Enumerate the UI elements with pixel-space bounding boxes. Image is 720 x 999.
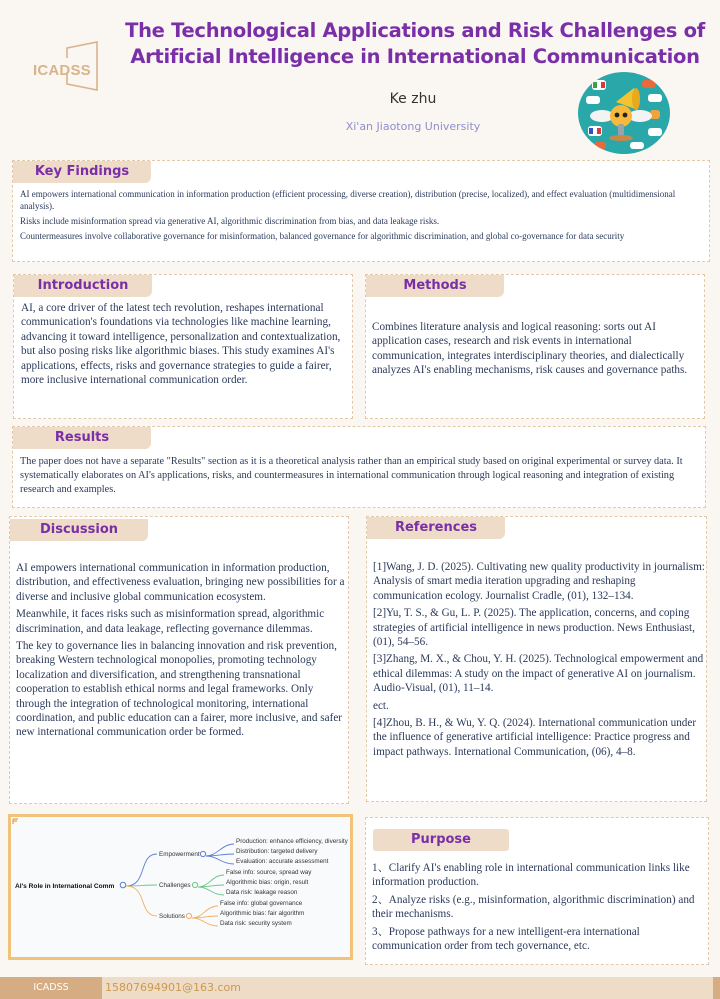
mindmap-branch-label: Empowerment xyxy=(159,851,200,858)
mindmap-branch-node xyxy=(186,913,191,918)
mindmap-leaf-label: Distribution: targeted delivery xyxy=(236,848,318,855)
mindmap-leaf-link xyxy=(206,856,234,864)
footer-bar xyxy=(0,977,720,999)
discussion-paragraph-1: AI empowers international communication in information production, distribution, and effectiveness evaluation, bringing new possibilities for a diverse and inclusive global communication ecosystem. xyxy=(16,562,345,603)
key-finding-3: Countermeasures involve collaborative governance for misinformation, balanced governance for algorithmic discrimination, and global co-governance for data security xyxy=(20,231,625,241)
mascot-megaphone-image xyxy=(578,72,670,154)
key-finding-2: Risks include misinformation spread via generative AI, algorithmic discrimination from bias, and data leakage risks. xyxy=(20,216,440,226)
purpose-list xyxy=(372,861,706,956)
mindmap-leaf-link xyxy=(192,918,218,926)
discussion-section xyxy=(9,516,349,804)
mindmap-branch-label: Challenges xyxy=(159,882,191,889)
purpose-item: 2、Analyze risks (e.g., misinformation, algorithmic discrimination) and their mechanisms. xyxy=(372,893,695,921)
introduction-text: AI, a core driver of the latest tech revolution, reshapes international communication's foundations via technologies like machine learning, advancing it toward intelligence, personalization and contextualization, but also posing risks like algorithmic biases. This study examines AI's applications, effects, risks and governance strategies to guide a fairer, more inclusive international communication order. xyxy=(21,302,341,387)
logo-text: ICADSS xyxy=(33,62,91,79)
mindmap-branch-node xyxy=(200,851,205,856)
mindmap-branch-label: Solutions xyxy=(159,913,185,920)
mindmap-leaf-label: Evaluation: accurate assessment xyxy=(236,858,329,865)
methods-text: Combines literature analysis and logical reasoning: sorts out AI application cases, research and risk events in international communication, integrates interdisciplinary theories, and dialectically analyzes AI's enabling mechanisms, risk causes and governance paths. xyxy=(372,321,688,377)
discussion-paragraph-3: The key to governance lies in balancing innovation and risk prevention, breaking Western technological monopolies, promoting technology localization and diversification, and strengthening transnational cooperation to establish ethical norms and legal frameworks. Only through the integration of technological monitoring, international coordination, and public education can a fairer, more inclusive, and safer new international communication order be formed. xyxy=(16,640,343,739)
references-section xyxy=(366,516,707,802)
purpose-section xyxy=(365,817,709,965)
title-line-1: The Technological Applications and Risk Challenges of xyxy=(125,19,705,42)
mindmap-branch-link xyxy=(126,854,157,886)
mindmap-leaf-label: Production: enhance efficiency, diversity xyxy=(236,838,348,845)
introduction-heading: Introduction xyxy=(14,275,152,297)
introduction-section xyxy=(13,274,353,419)
reference-item: [2]Yu, T. S., & Gu, L. P. (2025). The application, concerns, and coping strategies of artificial intelligence in news production. News Enthusiast, (01), 54–56. xyxy=(373,607,695,649)
discussion-paragraph-2: Meanwhile, it faces risks such as misinformation spread, algorithmic discrimination, and data leakage, reflecting governance dilemmas. xyxy=(16,608,325,635)
mindmap-leaf-label: False info: source, spread way xyxy=(226,869,312,876)
reference-item: [1]Wang, J. D. (2025). Cultivating new quality productivity in journalism: Analysis of smart media iteration upgrading and reshaping communication ecology. Journalist Cradle, (01), 132–134. xyxy=(373,561,705,602)
key-findings-heading: Key Findings xyxy=(13,161,151,183)
footer-org: ICADSS xyxy=(0,977,102,999)
key-findings-section xyxy=(12,160,710,262)
icadss-logo xyxy=(33,40,101,94)
poster-title xyxy=(120,18,710,70)
discussion-body xyxy=(16,561,346,743)
discussion-heading: Discussion xyxy=(10,519,148,541)
mindmap-leaf-link xyxy=(198,887,224,895)
mindmap-leaf-label: Data risk: leakage reason xyxy=(226,889,298,896)
mindmap-leaf-label: False info: global governance xyxy=(220,900,303,907)
mindmap-svg xyxy=(11,817,350,957)
purpose-heading: Purpose xyxy=(373,829,509,851)
references-list xyxy=(373,560,705,762)
purpose-item: 1、Clarify AI's enabling role in international communication links like information production. xyxy=(372,862,690,889)
reference-item: ect. xyxy=(373,699,389,712)
reference-item: [3]Zhang, M. X., & Chou, Y. H. (2025). Technological empowerment and ethical dilemmas: A study on the impact of generative AI on journalism. Audio-Visual, (01), 11–14. xyxy=(373,653,704,695)
mindmap-leaf-label: Data risk: security system xyxy=(220,920,292,927)
methods-section xyxy=(365,274,705,419)
mindmap-branch-node xyxy=(192,882,197,887)
key-finding-1: AI empowers international communication in information production (efficient processing, diverse creation), distribution (precise, localized), and effect evaluation (multidimensional analysis). xyxy=(20,189,676,211)
results-section xyxy=(12,426,706,508)
purpose-item: 3、Propose pathways for a new intelligent-era international communication order from tech governance, etc. xyxy=(372,925,640,953)
reference-item: [4]Zhou, B. H., & Wu, Y. Q. (2024). International communication under the influence of generative artificial intelligence: Practice progress and impact pathways. International Communication, (06), 4–8. xyxy=(373,717,697,758)
key-findings-body xyxy=(20,188,704,245)
results-text: The paper does not have a separate "Results" section as it is a theoretical analysis rather than an empirical study based on original experimental or survey data. It systematically elaborates on AI's applications, risks, and countermeasures in international communication through logical reasoning and integration of existing research and examples. xyxy=(20,456,683,495)
mindmap-branch-link xyxy=(126,886,157,916)
footer-email[interactable]: 15807694901@163.com xyxy=(105,981,241,994)
mindmap-root-node xyxy=(120,882,126,888)
author-name: Ke zhu xyxy=(389,91,437,107)
mindmap-leaf-label: Algorithmic bias: fair algorithm xyxy=(220,910,305,917)
footer-accent xyxy=(713,977,720,999)
results-heading: Results xyxy=(13,427,151,449)
mindmap-diagram xyxy=(8,814,353,960)
mindmap-root: AI's Role in International Comm xyxy=(15,883,115,890)
affiliation: Xi'an Jiaotong University xyxy=(345,120,481,133)
title-line-2: Artificial Intelligence in International Communication xyxy=(130,45,700,68)
methods-heading: Methods xyxy=(366,275,504,297)
references-heading: References xyxy=(367,517,505,539)
mindmap-leaf-label: Algorithmic bias: origin, result xyxy=(226,879,309,886)
corner-marker-icon xyxy=(13,819,18,824)
